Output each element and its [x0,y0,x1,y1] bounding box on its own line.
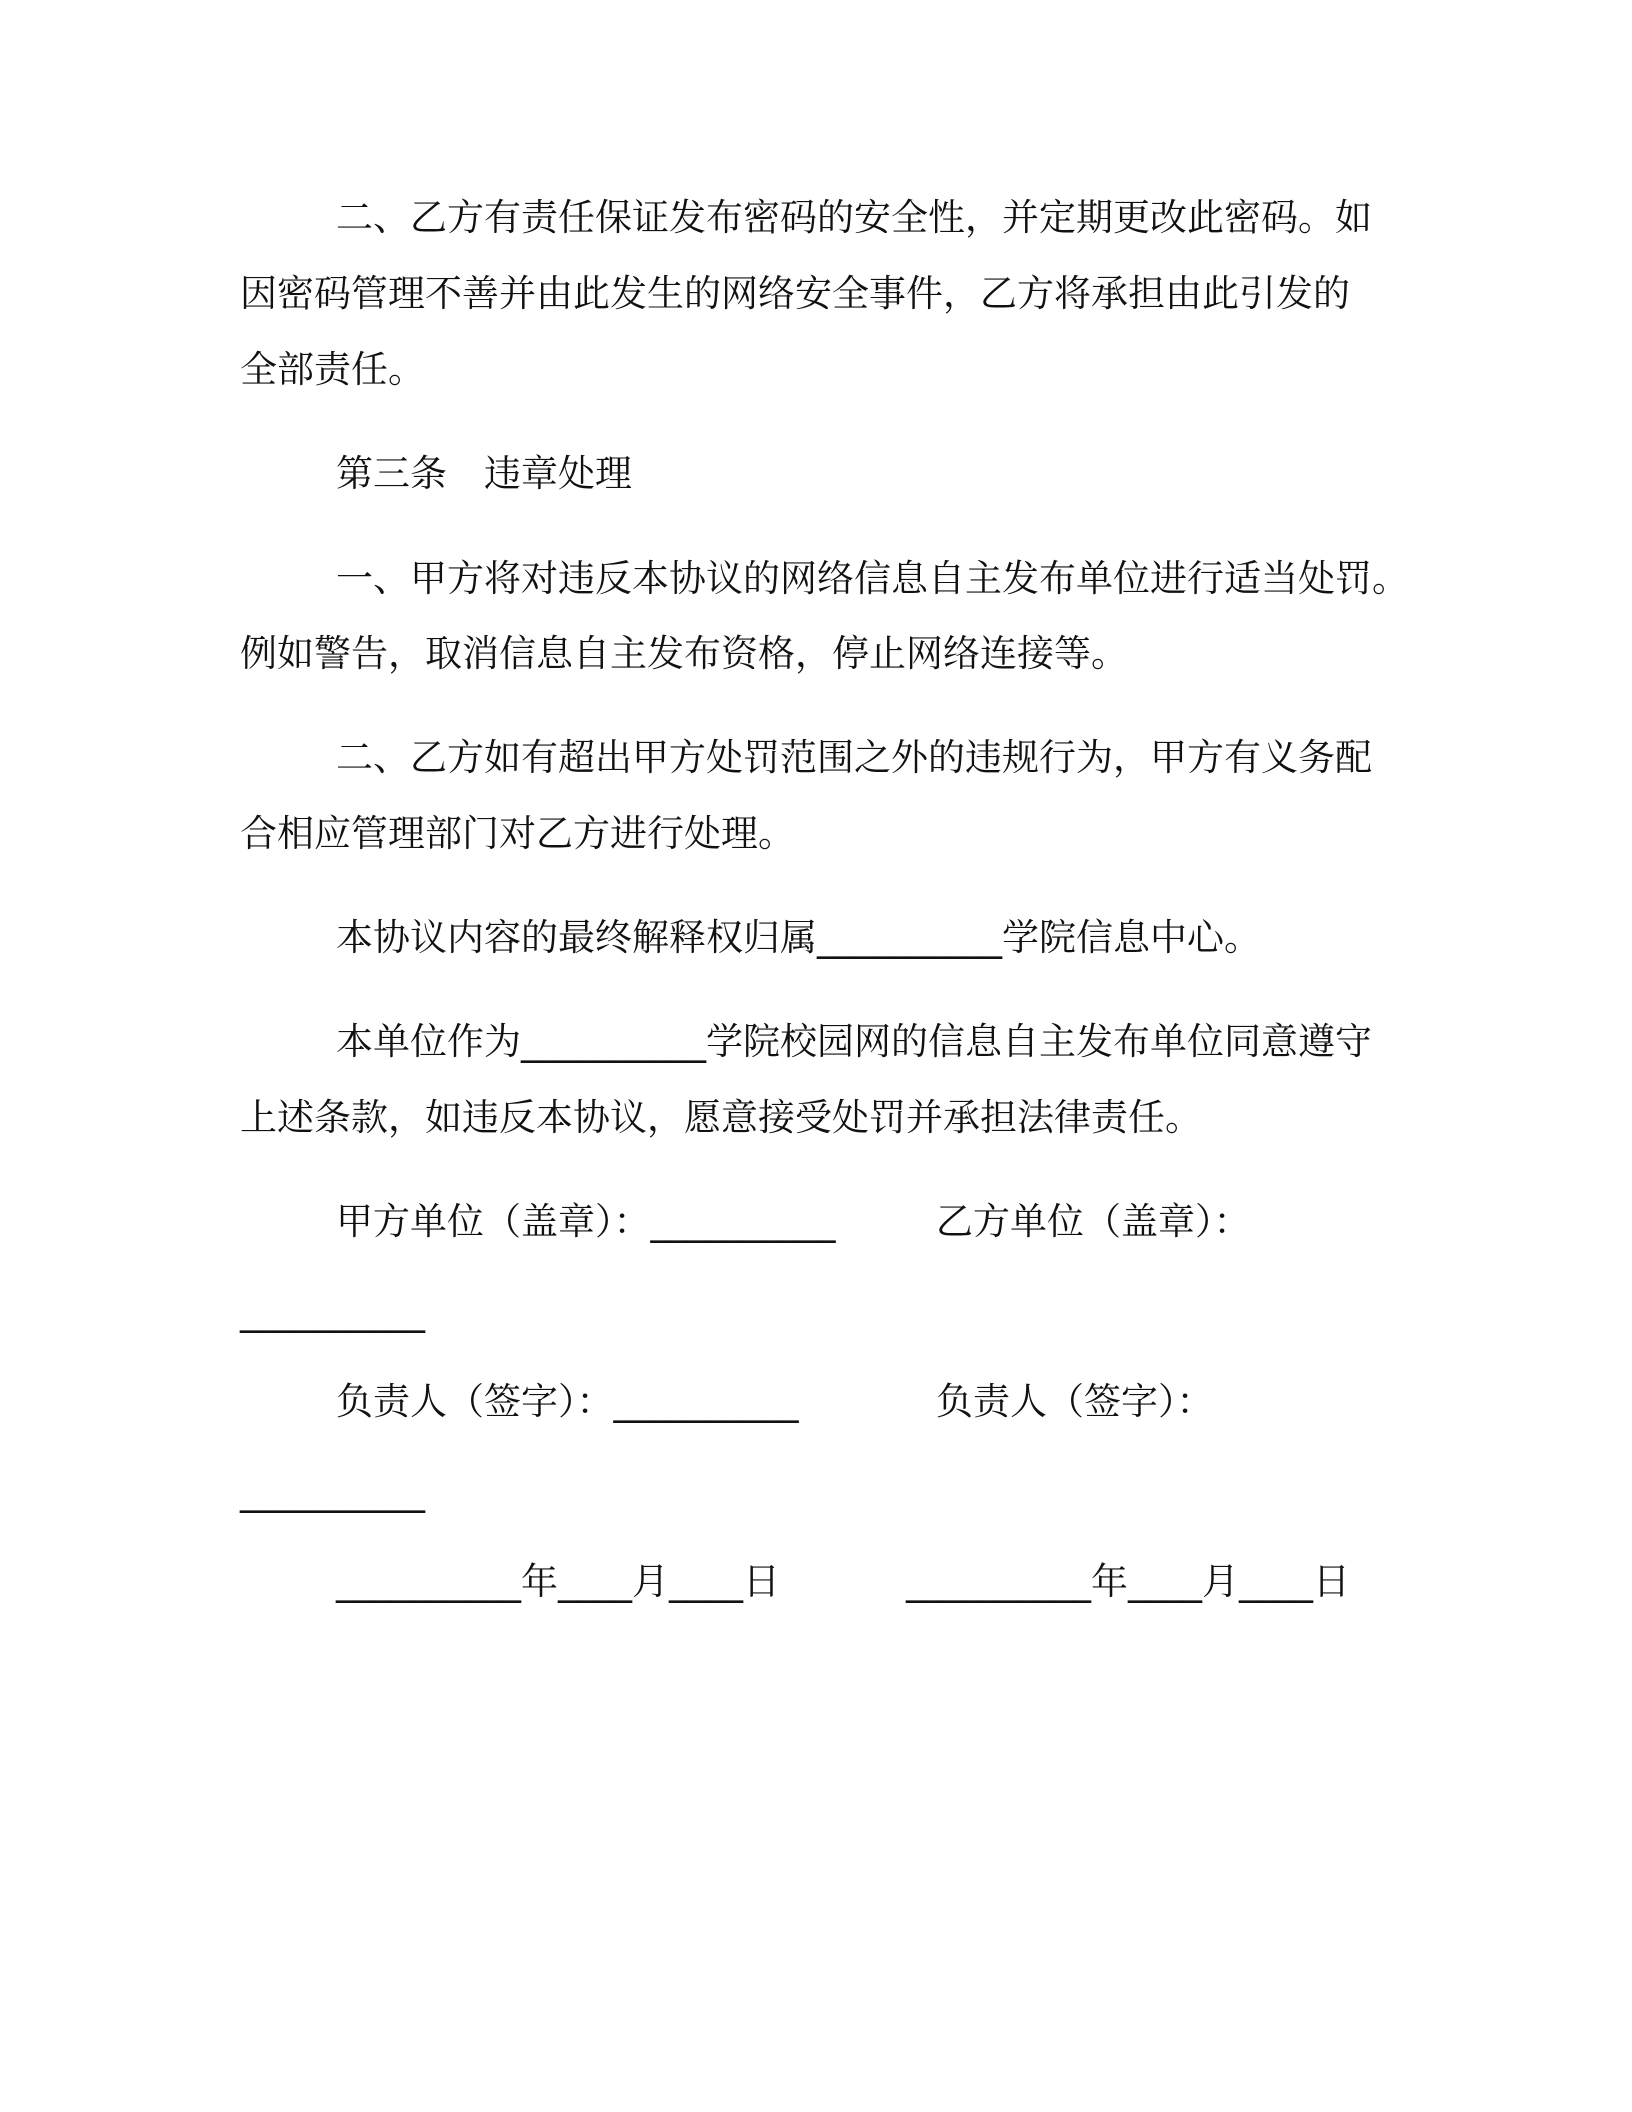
party-b-unit-seal: 乙方单位（盖章）： [936,1200,1251,1243]
party-b-date: __________年____月____日 [906,1560,1350,1603]
section2-item2-line1: 二、乙方有责任保证发布密码的安全性，并定期更改此密码。如 [336,196,1372,239]
article3-item2-line1: 二、乙方如有超出甲方处罚范围之外的违规行为，甲方有义务配 [336,736,1372,779]
party-a-signatory: 负责人（签字）：__________ [336,1380,799,1423]
party-b-unit-seal-blank: __________ [240,1290,425,1333]
party-b-signatory-blank: __________ [240,1470,425,1513]
party-b-signatory: 负责人（签字）： [936,1380,1214,1423]
agreement-line2: 上述条款，如违反本协议，愿意接受处罚并承担法律责任。 [240,1096,1202,1139]
agreement-line1: 本单位作为__________学院校园网的信息自主发布单位同意遵守 [336,1020,1372,1063]
interpretation-clause: 本协议内容的最终解释权归属__________学院信息中心。 [336,916,1261,959]
section2-item2-line3: 全部责任。 [240,348,425,391]
party-a-unit-seal: 甲方单位（盖章）：__________ [336,1200,836,1243]
article3-heading: 第三条 违章处理 [336,452,632,495]
party-a-date: __________年____月____日 [336,1560,780,1603]
article3-item1-line1: 一、甲方将对违反本协议的网络信息自主发布单位进行适当处罚。 [336,557,1409,600]
section2-item2-line2: 因密码管理不善并由此发生的网络安全事件，乙方将承担由此引发的 [240,272,1350,315]
article3-item1-line2: 例如警告，取消信息自主发布资格，停止网络连接等。 [240,632,1128,675]
article3-item2-line2: 合相应管理部门对乙方进行处理。 [240,812,795,855]
